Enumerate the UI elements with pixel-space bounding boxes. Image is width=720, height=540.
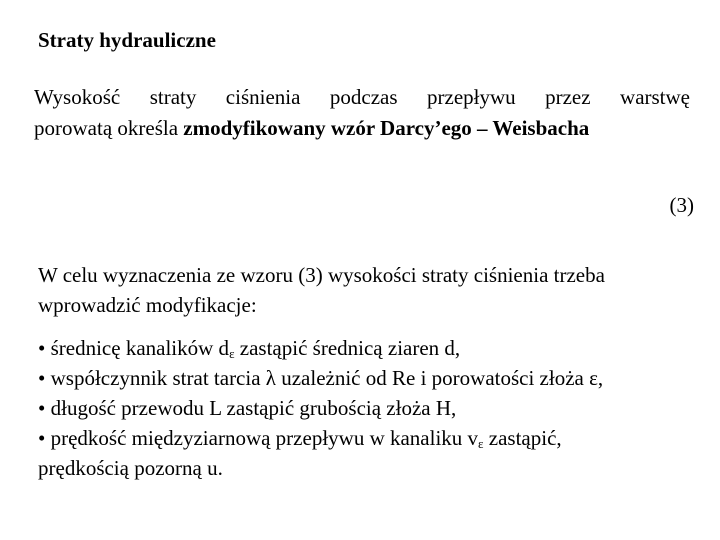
subscript-epsilon: ε xyxy=(229,346,235,361)
list-item xyxy=(38,333,708,363)
bullet-mark: • xyxy=(38,396,46,420)
equation-number: (3) xyxy=(669,193,694,217)
list-item-text: współczynnik strat tarcia λ uzależnić od Re i porowatości złoża ε, xyxy=(45,366,604,390)
list-item-text: długość przewodu L zastąpić grubością złoża H, xyxy=(45,396,457,420)
modification-line-2: wprowadzić modyfikacje: xyxy=(38,293,257,317)
bullet-mark: • xyxy=(38,336,46,360)
list-item-text-end: zastąpić średnicą ziaren d, xyxy=(234,336,461,360)
list-item-text: średnicę kanalików d xyxy=(45,336,230,360)
list-item xyxy=(38,423,708,453)
modification-line-1: W celu wyznaczenia ze wzoru (3) wysokości straty ciśnienia trzeba xyxy=(38,263,605,287)
intro-line-2-text: porowatą określa xyxy=(34,116,184,140)
list-item xyxy=(38,393,708,423)
formula-name: zmodyfikowany wzór Darcy’ego – Weisbacha xyxy=(183,116,590,140)
intro-line-2 xyxy=(34,113,690,144)
modification-paragraph xyxy=(38,260,698,320)
list-item-text-end: zastąpić, xyxy=(483,426,562,450)
list-item-text: prędkość międzyziarnową przepływu w kanaliku v xyxy=(45,426,479,450)
subscript-epsilon: ε xyxy=(478,436,484,451)
bullet-mark: • xyxy=(38,366,46,390)
modification-list xyxy=(38,333,708,483)
list-item-continuation: prędkością pozorną u. xyxy=(38,456,223,480)
page-title: Straty hydrauliczne xyxy=(38,28,216,52)
intro-line-1: Wysokość straty ciśnienia podczas przepływu przez warstwę xyxy=(34,85,690,109)
intro-paragraph xyxy=(34,82,690,144)
list-item xyxy=(38,363,708,393)
bullet-mark: • xyxy=(38,426,46,450)
